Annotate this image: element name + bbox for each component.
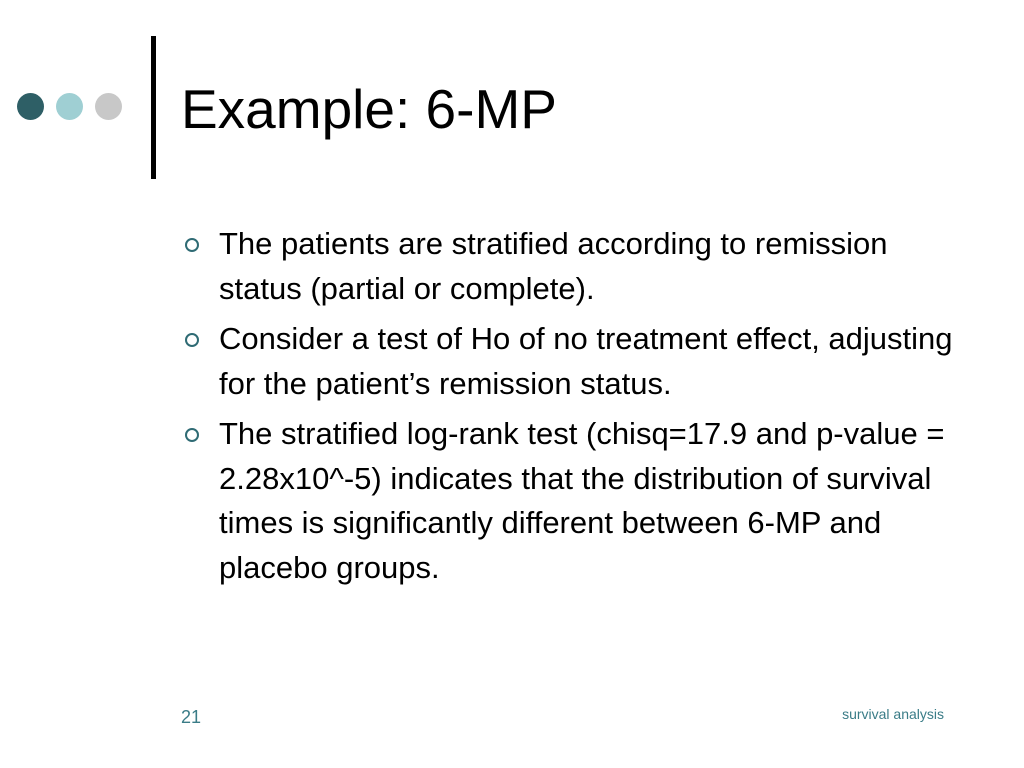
slide-title: Example: 6-MP: [181, 78, 557, 140]
bullet-text: Consider a test of Ho of no treatment effect, adjusting for the patient’s remission status.: [219, 321, 953, 401]
decorative-dots: [17, 93, 122, 120]
title-divider: [151, 36, 156, 179]
bullet-item: [181, 412, 971, 590]
bullet-list: [181, 222, 971, 596]
circle-bullet-icon: [185, 333, 199, 347]
circle-bullet-icon: [185, 428, 199, 442]
circle-bullet-icon: [185, 238, 199, 252]
bullet-text: The patients are stratified according to remission status (partial or complete).: [219, 226, 888, 306]
bullet-item: [181, 317, 971, 406]
dot-dark-teal-icon: [17, 93, 44, 120]
bullet-text: The stratified log-rank test (chisq=17.9 and p-value = 2.28x10^-5) indicates that the distribution of survival times is significantly different between 6-MP and placebo groups.: [219, 416, 945, 585]
footer-text: survival analysis: [842, 706, 944, 722]
dot-light-teal-icon: [56, 93, 83, 120]
page-number: 21: [181, 707, 202, 727]
bullet-item: [181, 222, 971, 311]
dot-gray-icon: [95, 93, 122, 120]
